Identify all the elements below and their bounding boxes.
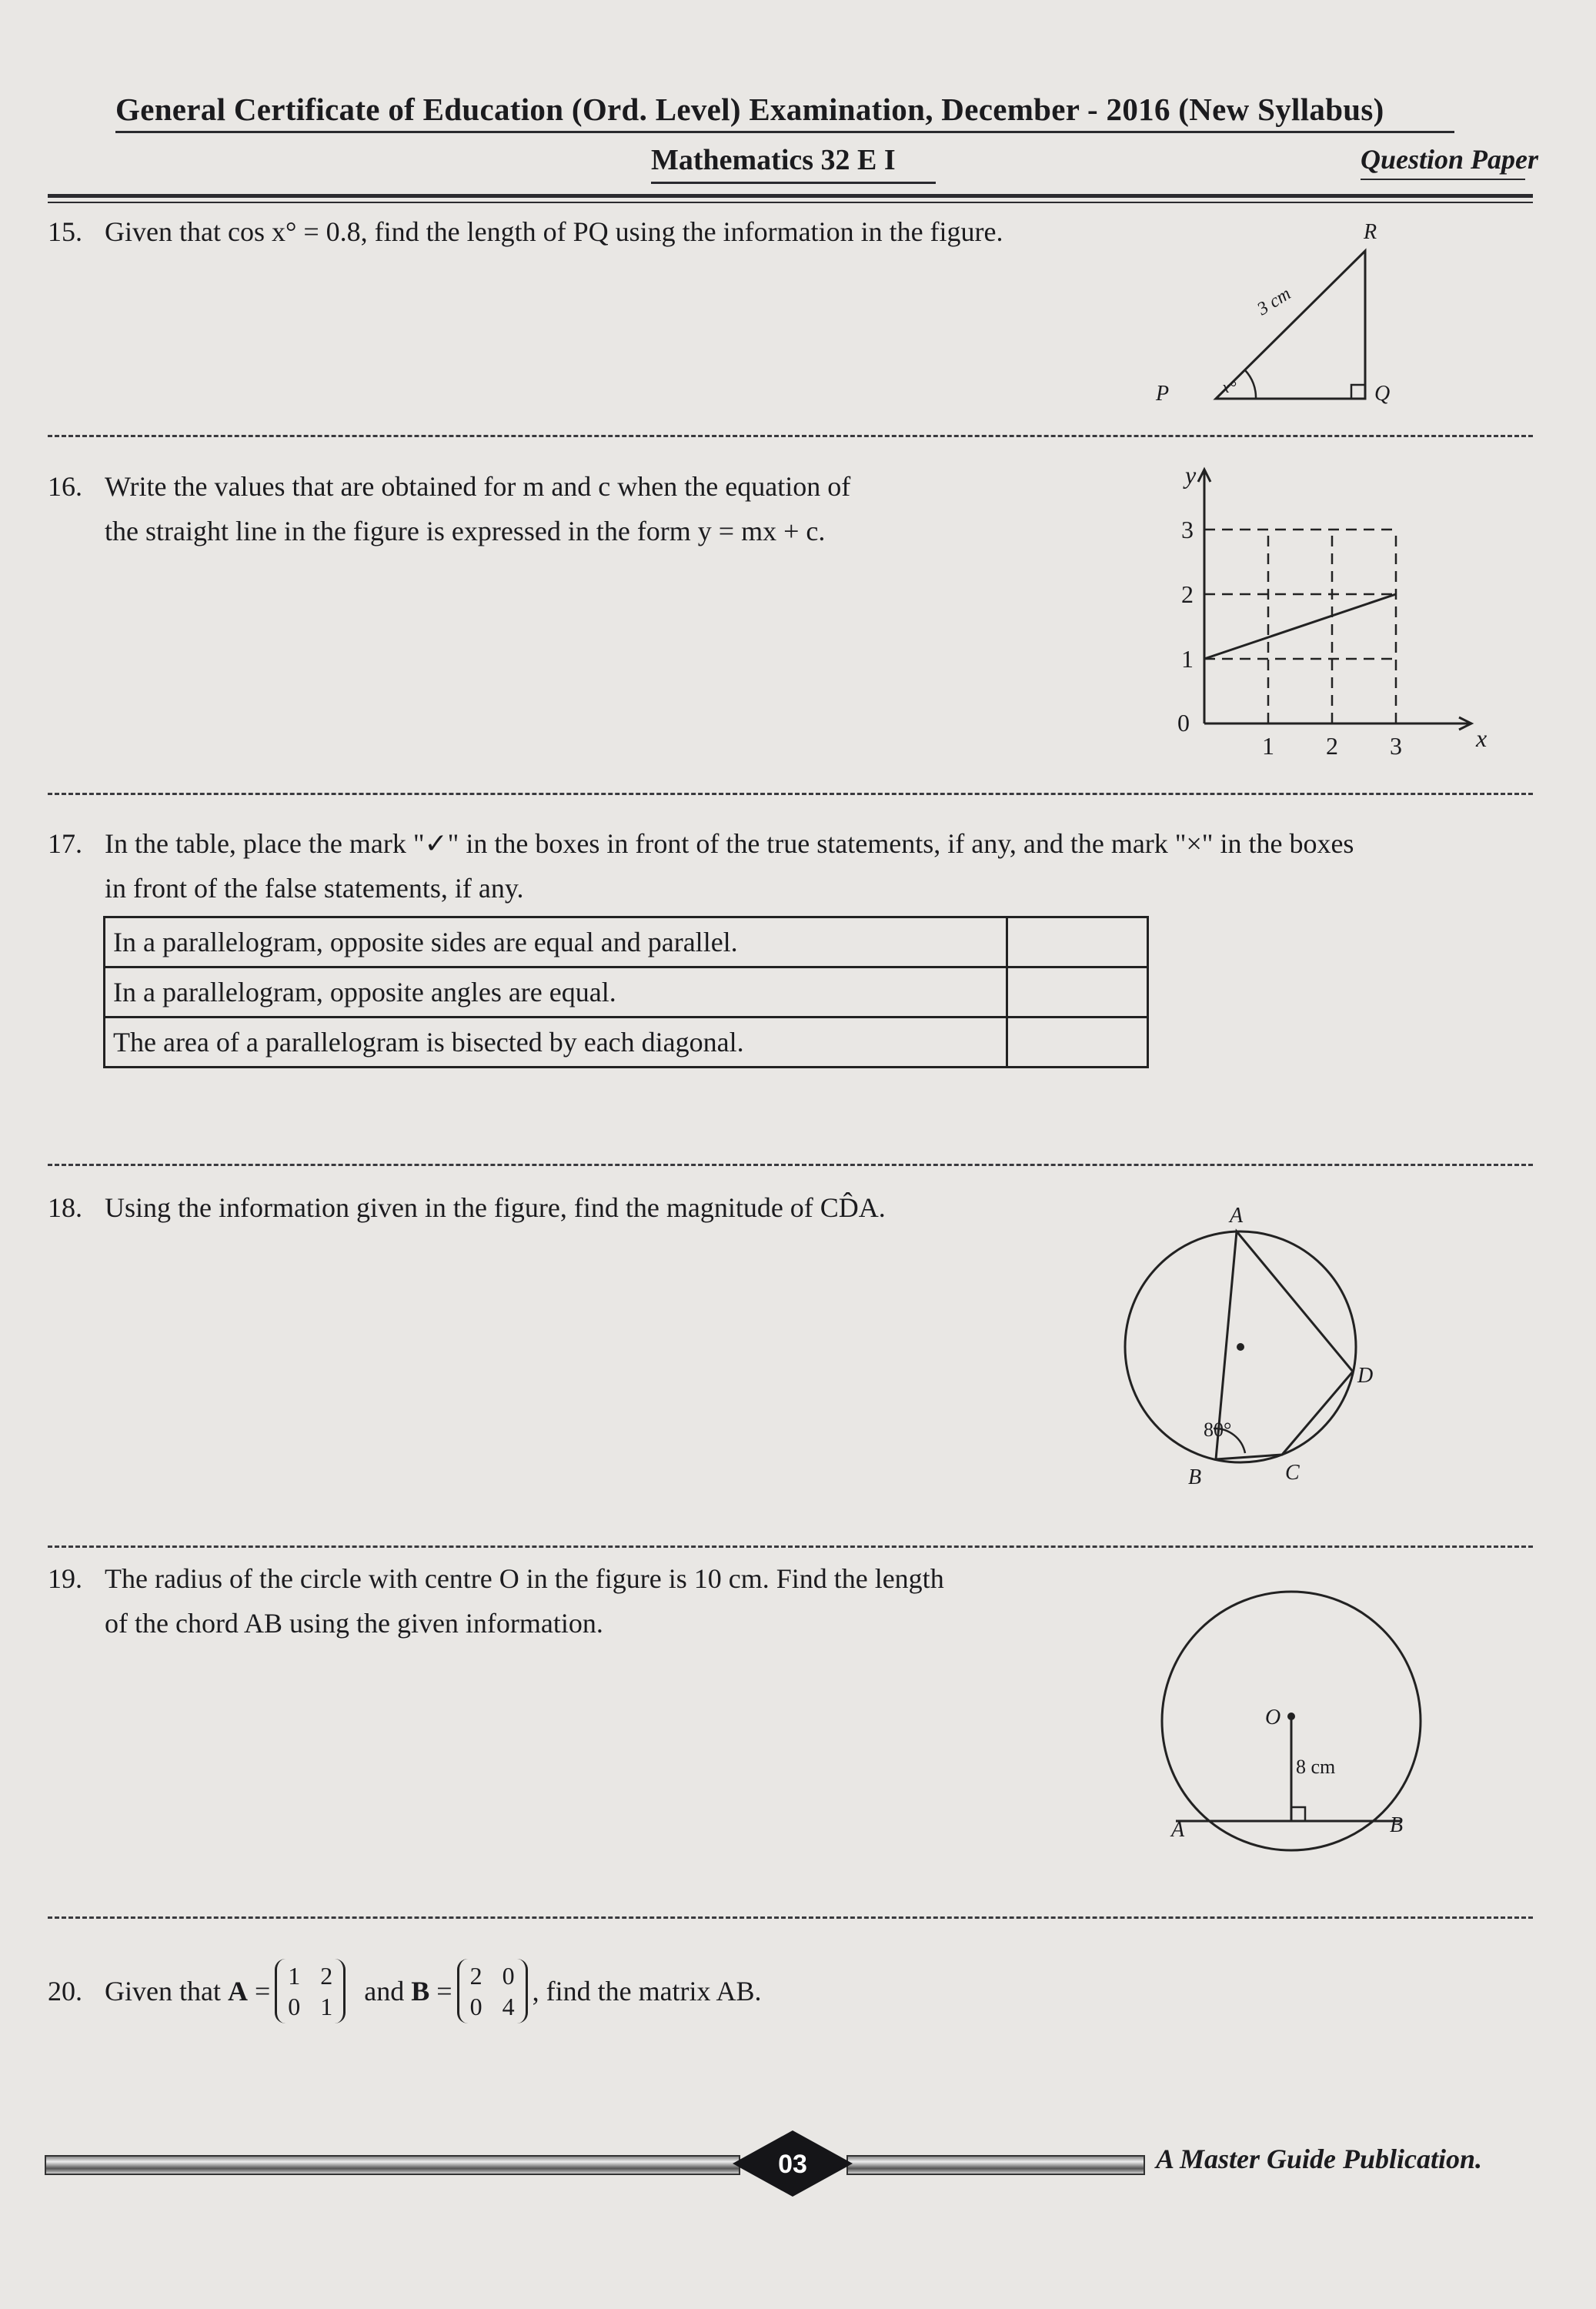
origin-label: 0 xyxy=(1177,709,1190,737)
separator xyxy=(48,1916,1533,1919)
footer-bar-left xyxy=(45,2155,740,2175)
table-row xyxy=(105,917,1148,967)
question-number: 16. xyxy=(48,471,82,502)
matrix-b-entry: 0 xyxy=(502,1962,515,1990)
paper-type-underline xyxy=(1361,179,1525,180)
right-triangle-figure xyxy=(1147,208,1408,416)
point-b-label: B xyxy=(1390,1813,1404,1837)
answer-box[interactable] xyxy=(1007,967,1148,1017)
statement-cell: In a parallelogram, opposite sides are equal and parallel. xyxy=(105,917,1007,967)
answer-box[interactable] xyxy=(1007,1017,1148,1068)
statements-table xyxy=(103,916,1149,1068)
chord-figure xyxy=(1147,1578,1447,1863)
statement-cell: In a parallelogram, opposite angles are equal. xyxy=(105,967,1007,1017)
question-18 xyxy=(48,1185,886,1230)
question-text: Using the information given in the figure, find the magnitude of CD̂A. xyxy=(105,1192,886,1223)
centre-o-label: O xyxy=(1265,1706,1281,1729)
matrix-a-entry: 1 xyxy=(288,1962,301,1990)
right-angle-marker xyxy=(1351,385,1365,399)
question-text: Write the values that are obtained for m and c when the equation of xyxy=(105,471,851,502)
separator xyxy=(48,793,1533,795)
statement-cell: The area of a parallelogram is bisected by each diagonal. xyxy=(105,1017,1007,1068)
vertex-b-label: B xyxy=(1188,1465,1202,1489)
straight-line xyxy=(1204,594,1396,659)
page-number-badge xyxy=(731,2129,854,2198)
angle-arc xyxy=(1245,370,1256,399)
question-text: the straight line in the figure is expressed in the form y = mx + c. xyxy=(105,516,826,546)
separator xyxy=(48,1545,1533,1548)
y-tick-label: 2 xyxy=(1181,580,1194,608)
question-17 xyxy=(48,821,1354,911)
x-tick-label: 1 xyxy=(1262,732,1274,760)
question-number: 15. xyxy=(48,216,82,247)
title-underline xyxy=(115,131,1454,133)
vertex-r-label: R xyxy=(1364,220,1377,244)
question-text: and xyxy=(364,1976,405,2007)
y-tick-label: 1 xyxy=(1181,645,1194,673)
vertex-d-label: D xyxy=(1357,1364,1374,1388)
point-a-label: A xyxy=(1171,1818,1185,1842)
question-text: Given that xyxy=(105,1976,221,2007)
vertex-q-label: Q xyxy=(1374,382,1391,406)
table-row xyxy=(105,1017,1148,1068)
x-tick-label: 3 xyxy=(1390,732,1402,760)
x-axis-label: x xyxy=(1476,724,1487,752)
matrix-a-entry: 0 xyxy=(288,1993,301,2020)
question-text: The radius of the circle with centre O in the figure is 10 cm. Find the length xyxy=(105,1563,944,1594)
separator xyxy=(48,435,1533,437)
paper-type: Question Paper xyxy=(1361,144,1539,175)
question-20: 20. Given that A = 1 2 0 1 and B = 2 0 0 4 , find the matrix AB. xyxy=(48,1959,762,2023)
matrix-a-entry: 1 xyxy=(320,1993,333,2020)
matrix-b xyxy=(457,1959,528,2023)
question-text: In the table, place the mark "✓" in the boxes in front of the true statements, if any, and the mark "×" in the boxes xyxy=(105,828,1354,859)
distance-label: 8 cm xyxy=(1296,1756,1336,1778)
subject-title: Mathematics 32 E I xyxy=(651,144,896,176)
table-row xyxy=(105,967,1148,1017)
question-text: in front of the false statements, if any. xyxy=(105,873,524,904)
header-rule xyxy=(48,194,1533,198)
vertex-c-label: C xyxy=(1285,1461,1300,1485)
footer-bar-right xyxy=(846,2155,1145,2175)
vertex-p-label: P xyxy=(1156,382,1170,406)
question-19 xyxy=(48,1556,944,1646)
line-graph-figure xyxy=(1154,462,1493,770)
y-axis-label: y xyxy=(1185,462,1197,489)
cyclic-quad-figure xyxy=(1108,1193,1393,1493)
right-angle-marker xyxy=(1291,1807,1305,1821)
question-text: Given that cos x° = 0.8, find the length of PQ using the information in the figure. xyxy=(105,216,1003,247)
centre-dot xyxy=(1237,1343,1244,1351)
y-tick-label: 3 xyxy=(1181,516,1194,543)
matrix-a-name: A xyxy=(227,1976,248,2007)
separator xyxy=(48,1164,1533,1166)
question-15 xyxy=(48,209,1003,254)
publisher-name: A Master Guide Publication. xyxy=(1156,2144,1483,2174)
matrix-b-entry: 4 xyxy=(502,1993,515,2020)
question-text: of the chord AB using the given information. xyxy=(105,1608,603,1639)
matrix-a xyxy=(275,1959,346,2023)
matrix-b-entry: 0 xyxy=(469,1993,482,2020)
exam-title: General Certificate of Education (Ord. Level) Examination, December - 2016 (New Syllabus) xyxy=(115,92,1384,127)
header-rule-thin xyxy=(48,202,1533,203)
question-16 xyxy=(48,464,850,553)
matrix-b-name: B xyxy=(411,1976,430,2007)
angle-b-label: 80° xyxy=(1204,1418,1232,1441)
page-number: 03 xyxy=(778,2150,807,2179)
side-pr-label: 3 cm xyxy=(1254,283,1295,320)
question-number: 18. xyxy=(48,1192,82,1223)
question-number: 20. xyxy=(48,1976,82,2007)
question-number: 17. xyxy=(48,828,82,859)
vertex-a-label: A xyxy=(1230,1204,1244,1228)
question-text: , find the matrix AB. xyxy=(532,1976,762,2007)
x-tick-label: 2 xyxy=(1326,732,1338,760)
question-number: 19. xyxy=(48,1563,82,1594)
triangle-pqr xyxy=(1216,251,1365,399)
angle-x-label: x° xyxy=(1222,377,1237,396)
answer-box[interactable] xyxy=(1007,917,1148,967)
quadrilateral-abcd xyxy=(1216,1231,1353,1459)
subject-underline xyxy=(651,182,936,184)
matrix-a-entry: 2 xyxy=(320,1962,333,1990)
matrix-b-entry: 2 xyxy=(469,1962,482,1990)
